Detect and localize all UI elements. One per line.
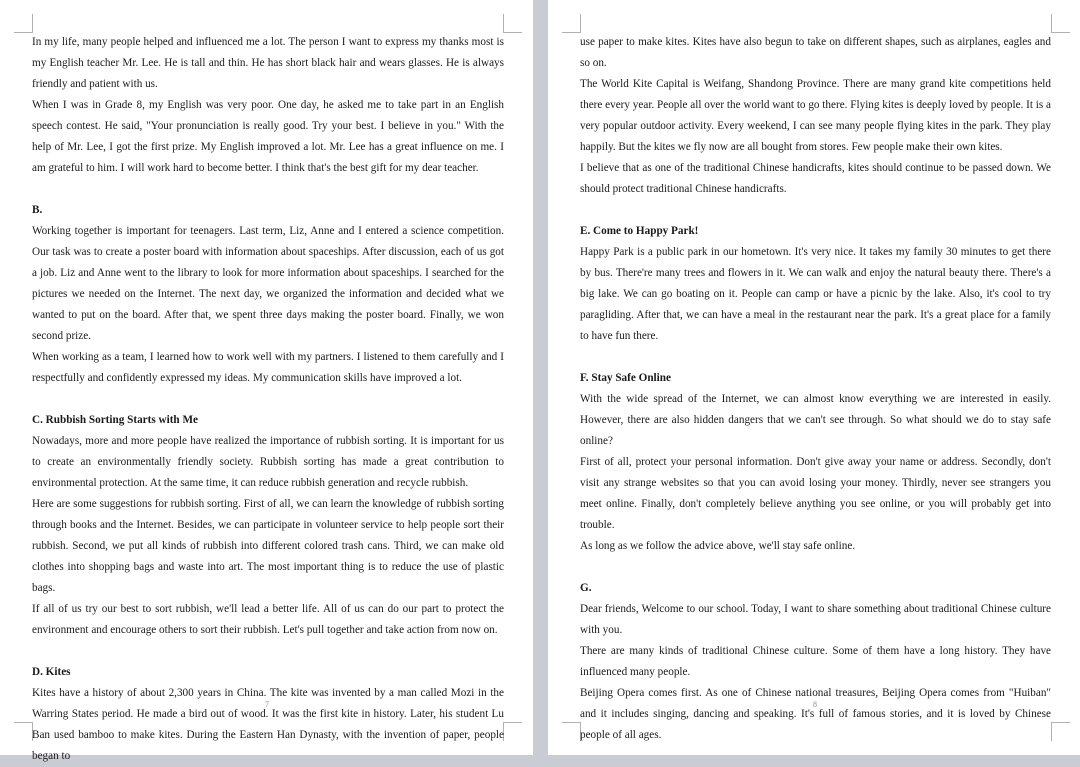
page-corner-mark xyxy=(562,14,581,33)
blank-line xyxy=(32,389,504,410)
blank-line xyxy=(32,641,504,662)
paragraph: First of all, protect your personal information. Don't give away your name or address. Secondly, don't visit any strange websites so that you can avoid losing your money. Thirdly, never see strangers you meet online. Finally, don't completely believe anything you see online, or you will probably get into trouble. xyxy=(580,456,1051,531)
paragraph: Beijing Opera comes first. As one of Chinese national treasures, Beijing Opera comes from "Huiban" and it includes singing, dancing and speaking. It's full of famous stories, and it is loved by Chinese people of all ages. xyxy=(580,687,1051,741)
section-heading: C. Rubbish Sorting Starts with Me xyxy=(32,414,198,426)
paragraph: Kites have a history of about 2,300 years in China. The kite was invented by a man called Mozi in the Warring States period. He made a bird out of wood. It was the first kite in history. Later, his student Lu Ban used bamboo to make kites. During the Eastern Han Dynasty, with the invention of paper, people began to xyxy=(32,687,504,762)
page-body-text xyxy=(580,32,1051,746)
paragraph: As long as we follow the advice above, we'll stay safe online. xyxy=(580,540,856,552)
section-heading: G. xyxy=(580,582,592,594)
page-corner-mark xyxy=(1051,722,1070,741)
section-heading: F. Stay Safe Online xyxy=(580,372,671,384)
document-page-right xyxy=(548,0,1080,755)
page-corner-mark xyxy=(1051,14,1070,33)
page-corner-mark xyxy=(503,14,522,33)
blank-line xyxy=(580,557,1051,578)
page-corner-mark xyxy=(562,722,581,741)
paragraph: use paper to make kites. Kites have also begun to take on different shapes, such as airplanes, eagles and so on. xyxy=(580,36,1051,69)
page-corner-mark xyxy=(14,722,33,741)
section-heading: B. xyxy=(32,204,43,216)
page-corner-mark xyxy=(14,14,33,33)
section-heading: D. Kites xyxy=(32,666,71,678)
paragraph: Dear friends, Welcome to our school. Today, I want to share something about traditional Chinese culture with you. xyxy=(580,603,1051,636)
paragraph: When I was in Grade 8, my English was very poor. One day, he asked me to take part in an English speech contest. He said, "Your pronunciation is really good. Try your best. I believe in you." With the help of Mr. Lee, I got the first prize. My English improved a lot. Mr. Lee has a great influence on me. I am grateful to him. I will work hard to become better. I think that's the best gift for my dear teacher. xyxy=(32,99,504,174)
paragraph: Here are some suggestions for rubbish sorting. First of all, we can learn the knowledge of rubbish sorting through books and the Internet. Besides, we can participate in volunteer service to help people sort their rubbish. Second, we put all kinds of rubbish into different colored trash cans. Third, we can make old clothes into shopping bags and waste into art. The most important thing is to reduce the use of plastic bags. xyxy=(32,498,504,594)
paragraph: If all of us try our best to sort rubbish, we'll lead a better life. All of us can do our part to protect the environment and encourage others to sort their rubbish. Let's pull together and take action from now on. xyxy=(32,603,504,636)
page-corner-mark xyxy=(503,722,522,741)
document-page-left xyxy=(0,0,533,762)
blank-line xyxy=(32,179,504,200)
blank-line xyxy=(580,347,1051,368)
page-gutter xyxy=(533,0,548,755)
paragraph: In my life, many people helped and influenced me a lot. The person I want to express my thanks most is my English teacher Mr. Lee. He is tall and thin. He has short black hair and wears glasses. He is always friendly and patient with us. xyxy=(32,36,504,90)
page-body-text xyxy=(32,32,504,767)
paragraph: Nowadays, more and more people have realized the importance of rubbish sorting. It is important for us to create an environmentally friendly society. Rubbish sorting has made a great contribution to environmental protection. At the same time, it can reduce rubbish generation and recycle rubbish. xyxy=(32,435,504,489)
page-number: 7 xyxy=(265,700,269,709)
paragraph: Happy Park is a public park in our hometown. It's very nice. It takes my family 30 minutes to get there by bus. There're many trees and flowers in it. We can walk and enjoy the natural beauty there. There's a big lake. We can go boating on it. People can camp or have a picnic by the lake. Also, it's cool to try paragliding. After that, we can have a meal in the restaurant near the park. It's a great place for a family to have fun there. xyxy=(580,246,1051,342)
blank-line xyxy=(580,200,1051,221)
page-number: 8 xyxy=(813,700,817,709)
paragraph: The World Kite Capital is Weifang, Shandong Province. There are many grand kite competitions held there every year. People all over the world want to go there. Flying kites is deeply loved by people. It is a very popular outdoor activity. Every weekend, I can see many people flying kites in the park. They play happily. But the kites we fly now are all bought from stores. Few people make their own kites. xyxy=(580,78,1051,153)
paragraph: With the wide spread of the Internet, we can almost know everything we are interested in easily. However, there are also hidden dangers that we can't see through. So what should we do to stay safe online? xyxy=(580,393,1051,447)
section-heading: E. Come to Happy Park! xyxy=(580,225,699,237)
paragraph: There are many kinds of traditional Chinese culture. Some of them have a long history. They have influenced many people. xyxy=(580,645,1051,678)
paragraph: When working as a team, I learned how to work well with my partners. I listened to them carefully and I respectfully and confidently expressed my ideas. My communication skills have improved a lot. xyxy=(32,351,504,384)
paragraph: I believe that as one of the traditional Chinese handicrafts, kites should continue to be passed down. We should protect traditional Chinese handicrafts. xyxy=(580,162,1051,195)
paragraph: Working together is important for teenagers. Last term, Liz, Anne and I entered a science competition. Our task was to create a poster board with information about spaceships. After discussion, each of us got a job. Liz and Anne went to the library to look for more information about spaceships. I searched for the pictures we needed on the Internet. The next day, we organized the information and decided what we wanted to put on the board. After that, we spent three days making the poster board. Finally, we won second prize. xyxy=(32,225,504,342)
